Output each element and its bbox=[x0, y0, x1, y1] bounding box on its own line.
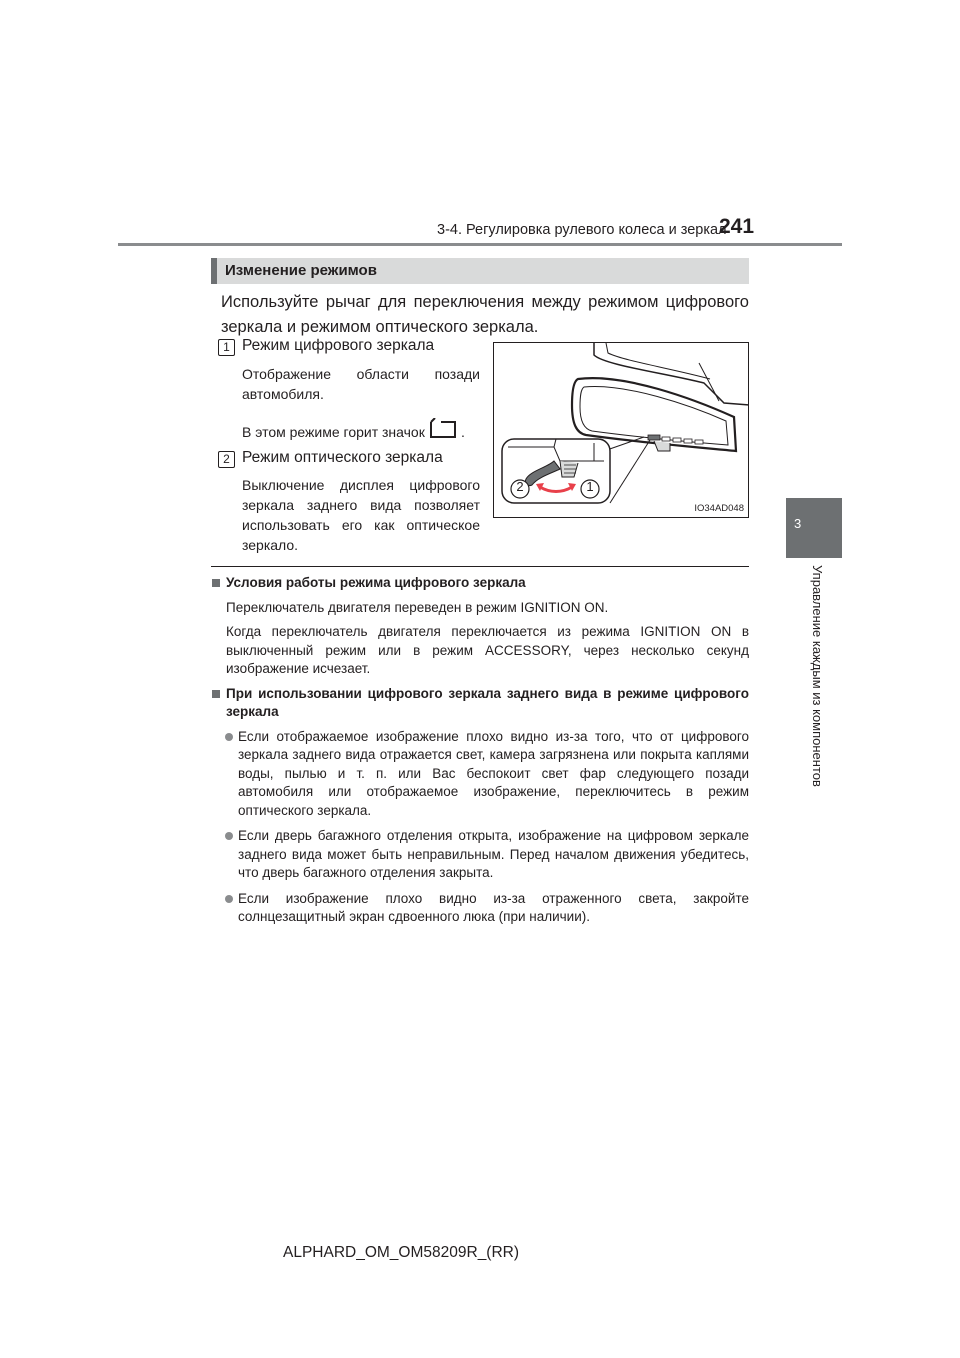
document-code: ALPHARD_OM_OM58209R_(RR) bbox=[283, 1244, 520, 1261]
section-title-accent bbox=[211, 258, 217, 284]
description-line: Отображение области позади bbox=[242, 366, 480, 382]
note-heading bbox=[211, 685, 749, 722]
bullet-line: солнцезащитный экран сдвоенного люка (при наличии). bbox=[238, 909, 591, 924]
note-heading-line: При использовании цифрового зеркала заднего вида в режиме цифрового bbox=[226, 685, 749, 701]
note-heading-line: зеркала bbox=[226, 704, 279, 719]
running-header-section: 3-4. Регулировка рулевого колеса и зеркал bbox=[437, 222, 727, 238]
digital-mirror-indicator-icon bbox=[428, 418, 458, 440]
mirror-drawing bbox=[494, 343, 749, 518]
bullet-line: Если отображаемое изображение плохо видно из-за того, что от цифрового bbox=[238, 728, 749, 744]
bullet-line: заднего вида может быть неправильным. Перед началом движения убедитесь, bbox=[238, 846, 749, 862]
bullet-line: что дверь багажного отделения закрыта. bbox=[238, 865, 494, 880]
note-bullet bbox=[211, 728, 749, 821]
mirror-illustration bbox=[493, 342, 749, 518]
description-line: зеркало. bbox=[242, 537, 299, 553]
description-line: Выключение дисплея цифрового bbox=[242, 477, 480, 493]
header-rule bbox=[118, 243, 842, 246]
chapter-tab-number: 3 bbox=[794, 516, 802, 531]
section-title: Изменение режимов bbox=[225, 262, 377, 279]
description-line: зеркала заднего вида позволяет bbox=[242, 497, 480, 513]
bullet-line: воды, пылью и т. п. или Вас беспокоит свет фар следующего позади bbox=[238, 765, 749, 781]
mode-description bbox=[242, 364, 480, 404]
bullet-line: Если дверь багажного отделения открыта, изображение на цифровом зеркале bbox=[238, 828, 749, 843]
note-paragraph bbox=[211, 623, 749, 679]
note-line: выключенный режим или в режим ACCESSORY, через несколько секунд bbox=[226, 642, 749, 658]
intro-line: Используйте рычаг для переключения между режимом цифрового bbox=[221, 293, 749, 311]
bullet-line: Если изображение плохо видно из-за отраженного света, закройте bbox=[238, 890, 749, 906]
mode-description bbox=[242, 475, 480, 555]
description-line: использовать его как оптическое bbox=[242, 517, 480, 533]
section-divider bbox=[211, 566, 749, 567]
icon-note-period: . bbox=[461, 424, 465, 440]
description-line: автомобиля. bbox=[242, 386, 324, 402]
note-paragraph: Переключатель двигателя переведен в режим IGNITION ON. bbox=[226, 599, 609, 615]
note-line: изображение исчезает. bbox=[226, 661, 371, 676]
callout-label: 1 bbox=[586, 479, 594, 494]
mode-title: Режим оптического зеркала bbox=[242, 449, 443, 466]
note-heading: Условия работы режима цифрового зеркала bbox=[211, 574, 749, 593]
notes-block bbox=[211, 574, 749, 934]
bullet-line: автомобиля или отображаемое изображение, переключитесь в режим bbox=[238, 784, 749, 799]
page-number: 241 bbox=[719, 215, 755, 238]
mode-number-badge: 2 bbox=[218, 451, 235, 468]
note-line: Когда переключатель двигателя переключается из режима IGNITION ON в bbox=[226, 624, 749, 639]
mode-number-badge: 1 bbox=[218, 339, 235, 356]
callout-label: 2 bbox=[516, 479, 524, 494]
note-bullet bbox=[211, 890, 749, 927]
mode-icon-note bbox=[242, 422, 425, 442]
note-bullet bbox=[211, 827, 749, 883]
figure-code: IO34AD048 bbox=[694, 503, 744, 514]
section-intro bbox=[221, 290, 749, 340]
chapter-tab-label: Управление каждым из компонентов bbox=[810, 565, 825, 787]
icon-note-text: В этом режиме горит значок bbox=[242, 424, 425, 440]
intro-line: зеркала и режимом оптического зеркала. bbox=[221, 318, 539, 336]
bullet-line: зеркала заднего вида отражается свет, камера загрязнена или покрыта каплями bbox=[238, 747, 749, 762]
mode-title: Режим цифрового зеркала bbox=[242, 337, 435, 354]
bullet-line: оптического зеркала. bbox=[238, 802, 372, 818]
